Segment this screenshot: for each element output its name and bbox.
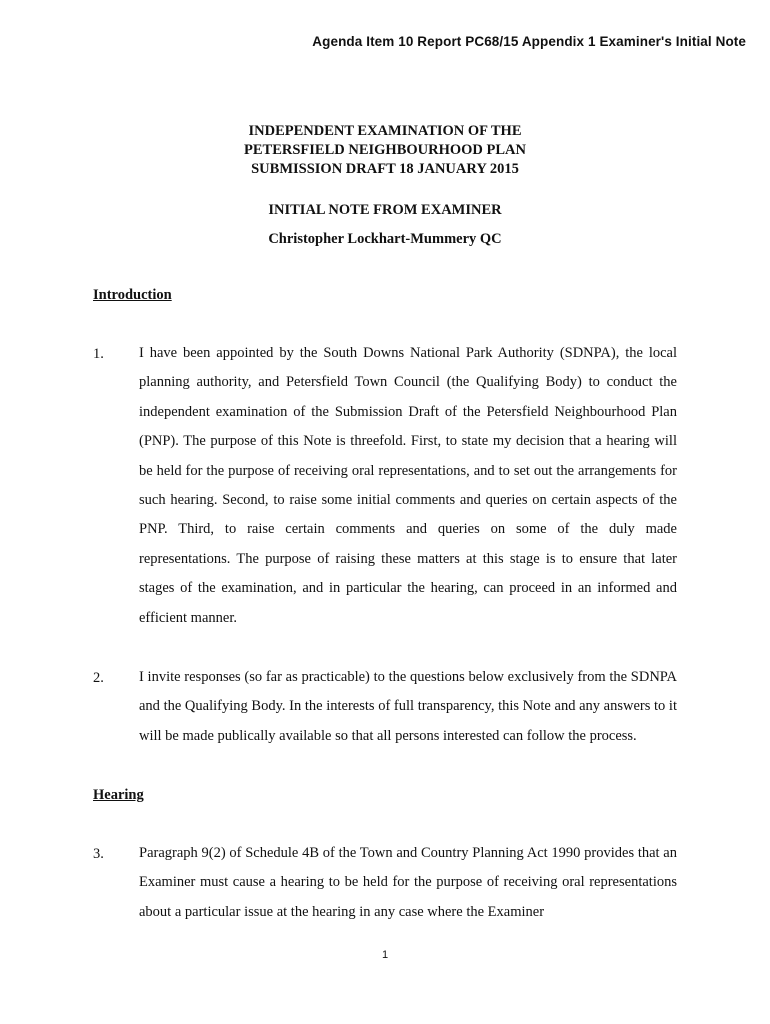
document-subtitle: INITIAL NOTE FROM EXAMINER xyxy=(268,202,502,218)
paragraph-number: 1. xyxy=(93,346,104,362)
title-line-3: SUBMISSION DRAFT 18 JANUARY 2015 xyxy=(251,161,519,177)
title-line-1: INDEPENDENT EXAMINATION OF THE xyxy=(248,123,522,139)
page-number: 1 xyxy=(381,949,389,961)
page-header: Agenda Item 10 Report PC68/15 Appendix 1 Examiner's Initial Note xyxy=(312,34,746,49)
author-name: Christopher Lockhart-Mummery QC xyxy=(268,231,502,247)
title-line-2: PETERSFIELD NEIGHBOURHOOD PLAN xyxy=(244,142,526,158)
paragraph-number: 3. xyxy=(93,846,104,862)
paragraph-text: Paragraph 9(2) of Schedule 4B of the Town and Country Planning Act 1990 provides that an Examiner must cause a hearing to be held for the purpose of receiving oral representations about a particular issue at the hearing in any case where the Examiner xyxy=(139,845,677,920)
section-heading-introduction: Introduction xyxy=(93,287,172,303)
section-heading-hearing: Hearing xyxy=(93,787,144,803)
document-title xyxy=(0,122,770,179)
paragraph-text: I have been appointed by the South Downs National Park Authority (SDNPA), the local planning authority, and Petersfield Town Council (the Qualifying Body) to conduct the independent examination of the Submission Draft of the Petersfield Neighbourhood Plan (PNP). The purpose of this Note is threefold. First, to state my decision that a hearing will be held for the purpose of receiving oral representations, and to set out the arrangements for such hearing. Second, to raise some initial comments and queries on certain aspects of the PNP. Third, to raise certain comments and queries on some of the duly made representations. The purpose of raising these matters at this stage is to ensure that later stages of the examination, and in particular the hearing, can proceed in an informed and efficient manner. xyxy=(139,345,677,626)
paragraph-text: I invite responses (so far as practicable) to the questions below exclusively from the SDNPA and the Qualifying Body. In the interests of full transparency, this Note and any answers to it will be made publically available so that all persons interested can follow the process. xyxy=(139,669,677,744)
paragraph-number: 2. xyxy=(93,670,104,686)
